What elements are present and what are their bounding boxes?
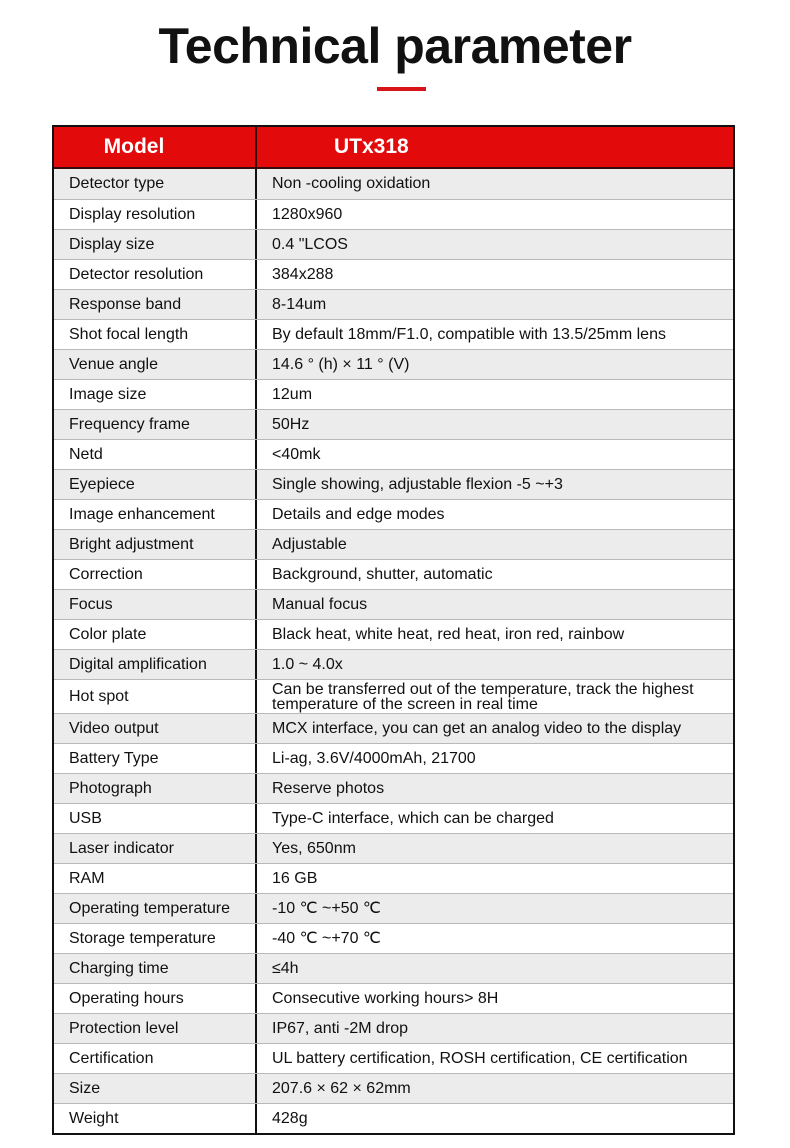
row-label: Frequency frame	[54, 410, 257, 439]
row-value: Background, shutter, automatic	[272, 565, 493, 583]
table-row	[54, 713, 733, 743]
table-row	[54, 1043, 733, 1073]
row-value: 12um	[272, 385, 313, 403]
row-label: Detector resolution	[54, 260, 257, 289]
table-row	[54, 803, 733, 833]
row-label: Display size	[54, 230, 257, 259]
header-label: Model	[54, 127, 257, 167]
spec-table	[52, 125, 735, 1135]
row-label: Response band	[54, 290, 257, 319]
table-row	[54, 319, 733, 349]
row-value: Consecutive working hours> 8H	[272, 989, 499, 1007]
row-label: Eyepiece	[54, 470, 257, 499]
row-label: Operating hours	[54, 984, 257, 1013]
table-row	[54, 409, 733, 439]
row-value: Reserve photos	[272, 779, 385, 797]
table-row	[54, 499, 733, 529]
table-row	[54, 529, 733, 559]
table-row	[54, 289, 733, 319]
row-value: 0.4 "LCOS	[272, 235, 348, 253]
row-value: By default 18mm/F1.0, compatible with 13.5/25mm lens	[272, 325, 666, 343]
row-label: Detector type	[54, 169, 257, 199]
row-label: Photograph	[54, 774, 257, 803]
row-label: Correction	[54, 560, 257, 589]
row-value: -10 ℃ ~+50 ℃	[272, 899, 381, 917]
table-row	[54, 1013, 733, 1043]
table-body	[54, 169, 733, 1133]
row-value: Manual focus	[272, 595, 368, 613]
table-row	[54, 1103, 733, 1133]
row-label: Image enhancement	[54, 500, 257, 529]
row-value: Li-ag, 3.6V/4000mAh, 21700	[272, 749, 476, 767]
table-row	[54, 619, 733, 649]
row-value: 16 GB	[272, 869, 318, 887]
table-row	[54, 983, 733, 1013]
row-value: Adjustable	[272, 535, 347, 553]
row-value: 384x288	[272, 265, 334, 283]
table-row	[54, 863, 733, 893]
table-row	[54, 1073, 733, 1103]
table-header-row	[54, 127, 733, 169]
table-row	[54, 349, 733, 379]
table-row	[54, 379, 733, 409]
row-label: Certification	[54, 1044, 257, 1073]
row-label: Bright adjustment	[54, 530, 257, 559]
row-value: 1280x960	[272, 205, 343, 223]
row-label: Venue angle	[54, 350, 257, 379]
row-value: 50Hz	[272, 415, 310, 433]
row-label: Hot spot	[54, 680, 257, 713]
table-row	[54, 559, 733, 589]
row-value: Can be transferred out of the temperature, track the highest temperature of the screen in real time	[272, 680, 694, 713]
row-value: -40 ℃ ~+70 ℃	[272, 929, 381, 947]
row-value: 1.0 ~ 4.0x	[272, 655, 343, 673]
row-value: Type-C interface, which can be charged	[272, 809, 554, 827]
table-row	[54, 679, 733, 713]
table-row	[54, 229, 733, 259]
row-value: 8-14um	[272, 295, 327, 313]
row-value: Details and edge modes	[272, 505, 445, 523]
row-value: 14.6 ° (h) × 11 ° (V)	[272, 355, 410, 373]
table-row	[54, 649, 733, 679]
row-value: MCX interface, you can get an analog video to the display	[272, 719, 682, 737]
header-model-value: UTx318	[334, 135, 409, 158]
row-value: IP67, anti -2M drop	[272, 1019, 409, 1037]
row-label: Operating temperature	[54, 894, 257, 923]
table-row	[54, 169, 733, 199]
table-row	[54, 259, 733, 289]
table-row	[54, 469, 733, 499]
row-value: Yes, 650nm	[272, 839, 356, 857]
row-label: Shot focal length	[54, 320, 257, 349]
row-label: Netd	[54, 440, 257, 469]
row-label: RAM	[54, 864, 257, 893]
title-underline	[377, 87, 426, 91]
row-label: USB	[54, 804, 257, 833]
table-row	[54, 199, 733, 229]
row-value: 428g	[272, 1109, 308, 1127]
table-row	[54, 833, 733, 863]
row-label: Battery Type	[54, 744, 257, 773]
row-value: Single showing, adjustable flexion -5 ~+3	[272, 475, 563, 493]
row-label: Focus	[54, 590, 257, 619]
row-label: Weight	[54, 1104, 257, 1133]
row-label: Storage temperature	[54, 924, 257, 953]
table-row	[54, 923, 733, 953]
row-value: <40mk	[272, 445, 321, 463]
row-label: Color plate	[54, 620, 257, 649]
row-value: 207.6 × 62 × 62mm	[272, 1079, 411, 1097]
row-label: Display resolution	[54, 200, 257, 229]
row-label: Laser indicator	[54, 834, 257, 863]
page-title: Technical parameter	[158, 18, 632, 74]
table-row	[54, 589, 733, 619]
row-label: Video output	[54, 714, 257, 743]
row-value: Black heat, white heat, red heat, iron red, rainbow	[272, 625, 625, 643]
row-label: Protection level	[54, 1014, 257, 1043]
row-label: Size	[54, 1074, 257, 1103]
table-row	[54, 743, 733, 773]
row-value: UL battery certification, ROSH certification, CE certification	[272, 1049, 688, 1067]
row-label: Image size	[54, 380, 257, 409]
table-row	[54, 893, 733, 923]
table-row	[54, 953, 733, 983]
row-label: Digital amplification	[54, 650, 257, 679]
row-value: Non -cooling oxidation	[272, 175, 431, 192]
row-label: Charging time	[54, 954, 257, 983]
table-row	[54, 439, 733, 469]
row-value: ≤4h	[272, 959, 299, 977]
table-row	[54, 773, 733, 803]
